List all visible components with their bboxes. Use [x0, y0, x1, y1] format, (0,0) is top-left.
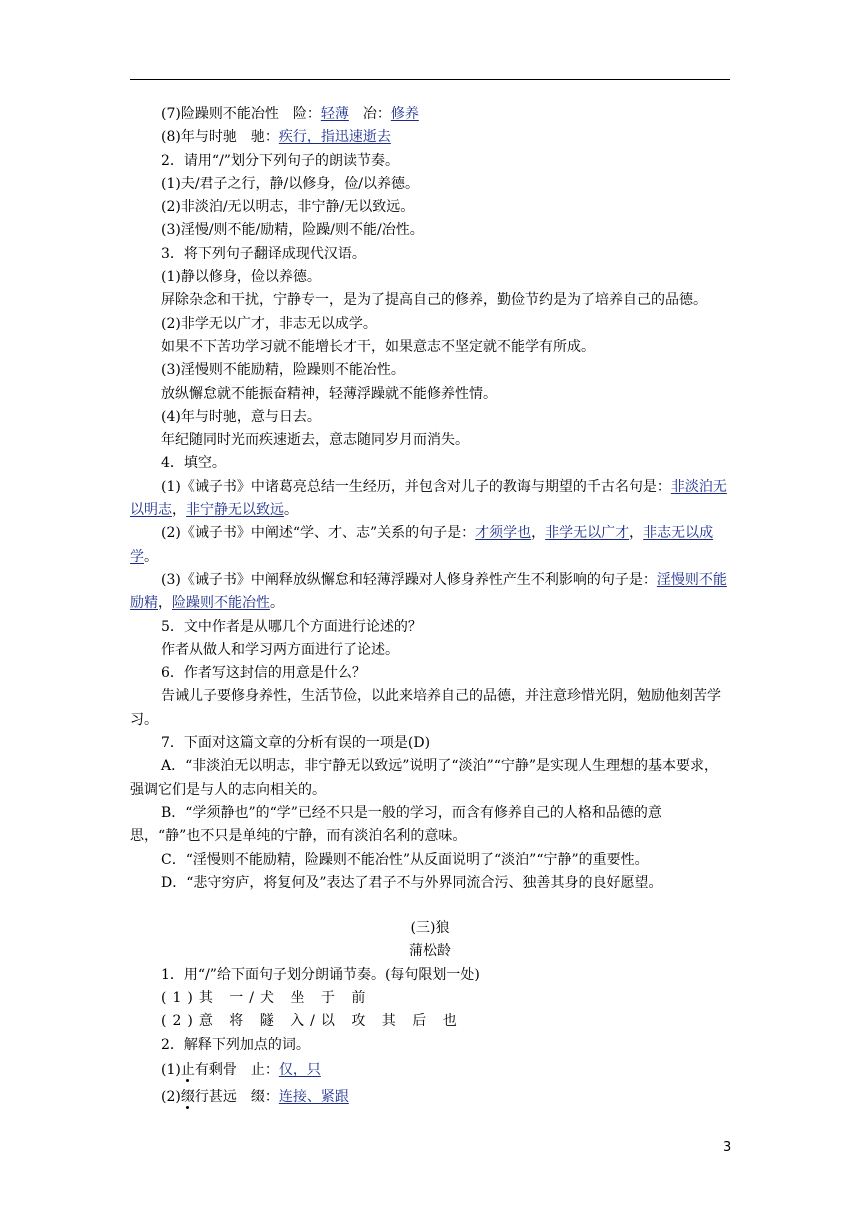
answer: 险躁则不能冶性	[172, 595, 270, 612]
translate-q3: (3)淫慢则不能励精，险躁则不能冶性。	[161, 362, 405, 379]
wolf-q1-line1: (1)其 一/犬 坐 于 前	[161, 989, 372, 1006]
answer: 轻薄	[320, 106, 349, 122]
translate-a4: 年纪随同时光而疾速逝去，意志随同岁月而消失。	[161, 432, 469, 449]
rhythm-line-2: (2)非淡泊/无以明志，非宁静/无以致远。	[161, 199, 415, 216]
rhythm-line-1: (1)夫/君子之行，静/以修身，俭/以养德。	[161, 175, 419, 192]
wolf-q2-item2: (2)缀行甚远 缀：连接、紧跟	[161, 1089, 349, 1106]
answer: 疾行，指迅速逝去	[278, 129, 391, 146]
answer: 修养	[390, 106, 419, 122]
wolf-q1-line2: (2)意 将 隧 入/以 攻 其 后 也	[161, 1013, 463, 1030]
fill-blank-1: (1)《诫子书》中诸葛亮总结一生经历，并包含对儿子的教诲与期望的千古名句是：非淡泊无以明志，非宁静无以致远。	[130, 478, 727, 519]
translate-q1: (1)静以修身，俭以养德。	[161, 269, 321, 286]
answer: 非学无以广才	[545, 525, 630, 542]
answer: 非淡泊无以明志	[130, 478, 727, 519]
fill-blank-2: (2)《诫子书》中阐述“学、才、志”关系的句子是：才须学也，非学无以广才，非志无以成学。	[130, 525, 714, 565]
option-a: A．“非淡泊无以明志，非宁静无以致远”说明了“淡泊”“宁静”是实现人生理想的基本要求，强调它们是与人的志向相关的。	[130, 758, 719, 798]
document-body	[130, 103, 730, 1109]
option-b: B．“学须静也”的“学”已经不只是一般的学习，而含有修养自己的人格和品德的意思，“静”也不只是单纯的宁静，而有淡泊名利的意味。	[130, 804, 662, 845]
section-title: (三)狼	[410, 920, 450, 937]
vocab-item-8: (8)年与时驰 驰：疾行，指迅速逝去	[161, 129, 391, 146]
question-7-title: 7．下面对这篇文章的分析有误的一项是(D)	[161, 735, 431, 752]
emphasis-dot-char: 止	[180, 1061, 195, 1078]
answer: 连接、紧跟	[278, 1089, 349, 1106]
question-2-title: 2．请用“/”划分下列句子的朗读节奏。	[161, 152, 399, 169]
header-rule	[130, 79, 730, 80]
wolf-q2-title: 2．解释下列加点的词。	[161, 1036, 310, 1053]
question-4-title: 4．填空。	[161, 455, 226, 472]
translate-q2: (2)非学无以广才，非志无以成学。	[161, 315, 377, 332]
answer: 非志无以成学	[130, 525, 714, 565]
question-3-title: 3．将下列句子翻译成现代汉语。	[161, 245, 366, 262]
fill-blank-3: (3)《诫子书》中阐释放纵懈怠和轻薄浮躁对人修身养性产生不利影响的句子是：淫慢则不能励精，险躁则不能冶性。	[130, 571, 727, 612]
translate-q4: (4)年与时驰，意与日去。	[161, 408, 321, 425]
answer: 仅，只	[278, 1061, 321, 1078]
translate-a3: 放纵懈怠就不能振奋精神，轻薄浮躁就不能修养性情。	[161, 385, 497, 402]
rhythm-line-3: (3)淫慢/则不能/励精，险躁/则不能/冶性。	[161, 222, 424, 239]
wolf-q2-item1: (1)止有剩骨 止：仅，只	[161, 1061, 321, 1078]
translate-a2: 如果不下苦功学习就不能增长才干，如果意志不坚定就不能学有所成。	[161, 338, 595, 355]
section-author: 蒲松龄	[409, 943, 451, 960]
vocab-item-7: (7)险躁则不能冶性 险：轻薄 冶：修养	[161, 106, 419, 122]
page-number: 3	[723, 1140, 732, 1155]
question-6-answer: 告诫儿子要修身养性，生活节俭，以此来培养自己的品德，并注意珍惜光阴，勉励他刻苦学习。	[130, 688, 721, 728]
translate-a1: 屏除杂念和干扰，宁静专一，是为了提高自己的修养，勤俭节约是为了培养自己的品德。	[161, 292, 707, 309]
answer: 才须学也	[475, 525, 532, 542]
answer: 非宁静无以致远	[186, 502, 284, 519]
question-5-title: 5．文中作者是从哪几个方面进行论述的？	[161, 618, 422, 635]
question-6-title: 6．作者写这封信的用意是什么？	[161, 665, 366, 682]
answer: 淫慢则不能励精	[130, 571, 727, 612]
option-d: D．“悲守穷庐，将复何及”表达了君子不与外界同流合污、独善其身的良好愿望。	[161, 874, 663, 891]
option-c: C．“淫慢则不能励精，险躁则不能冶性”从反面说明了“淡泊”“宁静”的重要性。	[161, 851, 649, 868]
question-5-answer: 作者从做人和学习两方面进行了论述。	[161, 641, 399, 658]
emphasis-dot-char: 缀	[180, 1089, 195, 1106]
wolf-q1-title: 1．用“/”给下面句子划分朗诵节奏。(每句限划一处)	[161, 966, 480, 983]
